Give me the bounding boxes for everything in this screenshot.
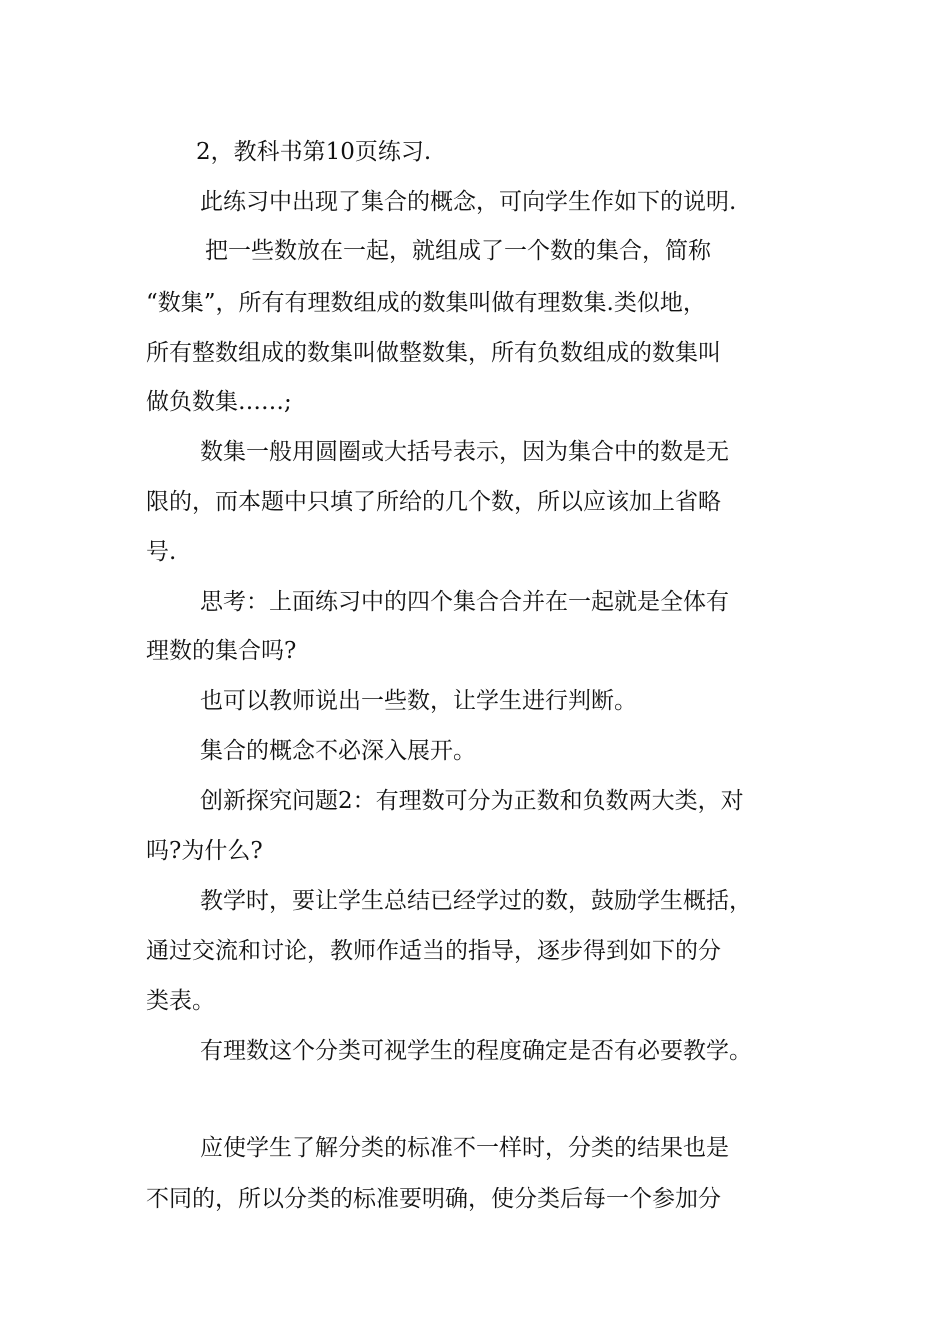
text-line: 所有整数组成的数集叫做整数集，所有负数组成的数集叫	[146, 340, 721, 366]
text-line: 号.	[146, 539, 177, 565]
text-line: 类表。	[146, 988, 215, 1014]
text-line: 此练习中出现了集合的概念，可向学生作如下的说明.	[200, 189, 737, 215]
text-line: 应使学生了解分类的标准不一样时，分类的结果也是	[200, 1135, 729, 1161]
text-line: 理数的集合吗?	[146, 638, 297, 664]
text-line: 数集一般用圆圈或大括号表示，因为集合中的数是无	[200, 439, 729, 465]
text-line: 把一些数放在一起，就组成了一个数的集合，简称	[205, 238, 711, 264]
text-line: 不同的，所以分类的标准要明确，使分类后每一个参加分	[146, 1186, 721, 1212]
text-line: 创新探究问题2：有理数可分为正数和负数两大类，对	[200, 788, 744, 814]
text-line: 集合的概念不必深入展开。	[200, 738, 476, 764]
text-line: 教学时，要让学生总结已经学过的数，鼓励学生概括，	[200, 888, 752, 914]
text-line: 吗?为什么?	[146, 838, 263, 864]
text-line: 做负数集……;	[146, 389, 292, 415]
text-line: 通过交流和讨论，教师作适当的指导，逐步得到如下的分	[146, 938, 721, 964]
text-line: 思考：上面练习中的四个集合合并在一起就是全体有	[200, 589, 729, 615]
text-line: 也可以教师说出一些数，让学生进行判断。	[200, 688, 637, 714]
text-line: 有理数这个分类可视学生的程度确定是否有必要教学。	[200, 1038, 752, 1064]
text-line: 限的，而本题中只填了所给的几个数，所以应该加上省略	[146, 489, 721, 515]
text-line: 2，教科书第10页练习.	[196, 139, 432, 165]
text-line: “数集”，所有有理数组成的数集叫做有理数集.类似地，	[146, 290, 706, 316]
